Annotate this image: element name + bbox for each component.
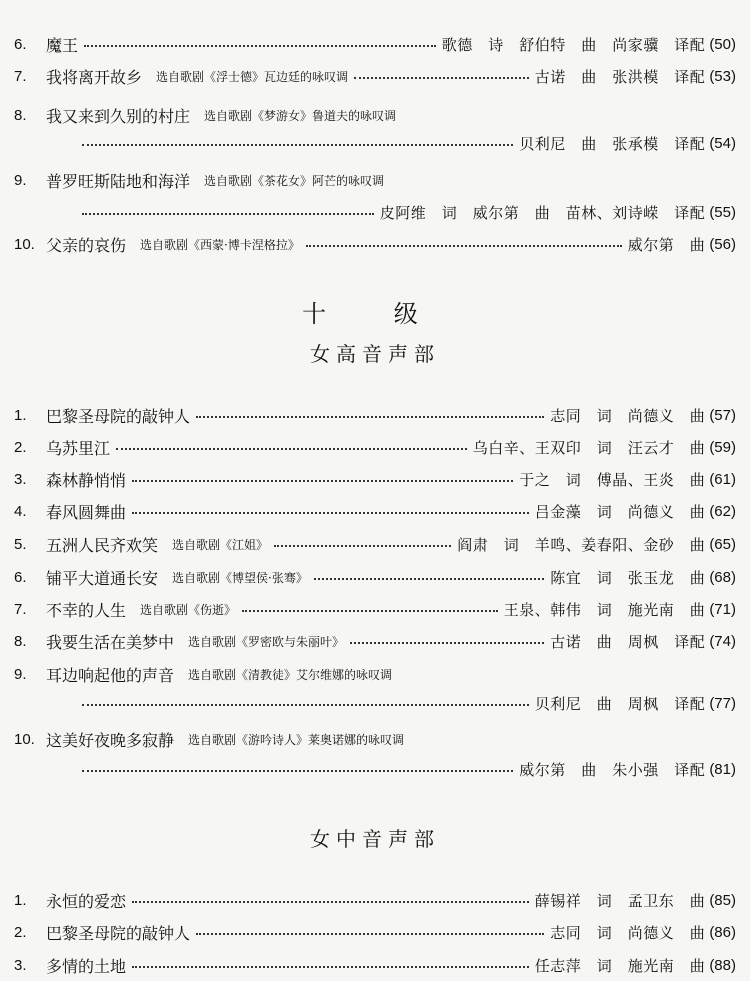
entry-number: 7. [14, 600, 27, 618]
entry-number: 3. [14, 956, 27, 974]
dot-leader [132, 901, 529, 903]
toc-entry-continuation [76, 131, 736, 155]
entry-number: 1. [14, 891, 27, 909]
entry-credit: 吕金藻 词 尚德义 曲 [534, 502, 706, 521]
entry-credit: 陈宜 词 张玉龙 曲 [550, 568, 706, 587]
entry-title: 父亲的哀伤 [46, 235, 127, 255]
entry-credit: 皮阿维 词 威尔第 曲 苗林、刘诗嵘 译配 [379, 203, 706, 222]
entry-page: (86) [709, 923, 736, 941]
entry-page: (61) [709, 470, 736, 488]
toc-entry[interactable] [0, 662, 750, 686]
toc-entry[interactable] [0, 888, 750, 912]
toc-entry-continuation [76, 200, 736, 224]
entry-number: 2. [14, 438, 27, 456]
toc-entry[interactable] [0, 532, 750, 556]
toc-entry[interactable] [0, 232, 750, 256]
level-heading: 十 级 [302, 300, 448, 328]
entry-title: 多情的土地 [46, 956, 127, 976]
section-heading-mezzo: 女中音声部 [310, 827, 440, 851]
entry-page: (81) [709, 760, 736, 778]
entry-note: 选自歌剧《伤逝》 [140, 602, 237, 617]
dot-leader [132, 480, 513, 482]
entry-credit: 威尔第 曲 朱小强 译配 [519, 760, 706, 779]
entry-title: 春风圆舞曲 [46, 502, 127, 522]
entry-title: 巴黎圣母院的敲钟人 [46, 406, 191, 426]
entry-credit: 贝利尼 曲 周枫 译配 [534, 694, 706, 713]
dot-leader [306, 245, 622, 247]
entry-title: 五洲人民齐欢笑 [46, 535, 159, 555]
toc-entry[interactable] [0, 103, 750, 127]
toc-entry[interactable] [0, 168, 750, 192]
entry-note: 选自歌剧《江姐》 [172, 537, 269, 552]
dot-leader [116, 448, 467, 450]
entry-page: (50) [709, 35, 736, 53]
entry-credit: 志同 词 尚德义 曲 [550, 406, 706, 425]
entry-title: 铺平大道通长安 [46, 568, 159, 588]
dot-leader [196, 416, 544, 418]
entry-page: (85) [709, 891, 736, 909]
toc-entry[interactable] [0, 727, 750, 751]
dot-leader [314, 578, 544, 580]
entry-page: (56) [709, 235, 736, 253]
dot-leader [242, 610, 498, 612]
entry-credit: 任志萍 词 施光南 曲 [534, 956, 706, 975]
entry-number: 7. [14, 67, 27, 85]
entry-note: 选自歌剧《清教徒》艾尔维娜的咏叹调 [188, 667, 393, 682]
entry-page: (88) [709, 956, 736, 974]
toc-entry[interactable] [0, 920, 750, 944]
entry-number: 3. [14, 470, 27, 488]
entry-credit: 古诺 曲 张洪模 译配 [534, 67, 706, 86]
entry-number: 2. [14, 923, 27, 941]
entry-title: 耳边响起他的声音 [46, 665, 175, 685]
toc-entry[interactable] [0, 597, 750, 621]
toc-entry[interactable] [0, 32, 750, 56]
entry-page: (53) [709, 67, 736, 85]
entry-page: (68) [709, 568, 736, 586]
entry-number: 4. [14, 502, 27, 520]
dot-leader [82, 704, 529, 706]
entry-credit: 于之 词 傅晶、王炎 曲 [519, 470, 706, 489]
entry-title: 永恒的爱恋 [46, 891, 127, 911]
entry-title: 我又来到久别的村庄 [46, 106, 191, 126]
entry-page: (62) [709, 502, 736, 520]
entry-title: 森林静悄悄 [46, 470, 127, 490]
entry-page: (71) [709, 600, 736, 618]
entry-title: 不幸的人生 [46, 600, 127, 620]
entry-note: 选自歌剧《茶花女》阿芒的咏叹调 [204, 173, 385, 188]
entry-number: 5. [14, 535, 27, 553]
entry-page: (55) [709, 203, 736, 221]
dot-leader [84, 45, 436, 47]
entry-title: 巴黎圣母院的敲钟人 [46, 923, 191, 943]
entry-number: 10. [14, 235, 35, 253]
entry-note: 选自歌剧《西蒙·博卡涅格拉》 [140, 237, 300, 252]
dot-leader [274, 545, 451, 547]
entry-title: 这美好夜晚多寂静 [46, 730, 175, 750]
entry-number: 9. [14, 171, 27, 189]
toc-entry[interactable] [0, 403, 750, 427]
entry-title: 我要生活在美梦中 [46, 632, 175, 652]
entry-note: 选自歌剧《浮士德》瓦边廷的咏叹调 [156, 69, 349, 84]
dot-leader [132, 512, 529, 514]
entry-page: (65) [709, 535, 736, 553]
dot-leader [82, 213, 374, 215]
dot-leader [196, 933, 544, 935]
toc-entry-continuation [76, 757, 736, 781]
entry-credit: 王泉、韩伟 词 施光南 曲 [503, 600, 706, 619]
entry-title: 乌苏里江 [46, 438, 111, 458]
entry-number: 6. [14, 35, 27, 53]
entry-page: (77) [709, 694, 736, 712]
toc-entry[interactable] [0, 953, 750, 977]
entry-page: (54) [709, 134, 736, 152]
dot-leader [350, 642, 544, 644]
entry-note: 选自歌剧《梦游女》鲁道夫的咏叹调 [204, 108, 397, 123]
toc-entry[interactable] [0, 565, 750, 589]
entry-number: 8. [14, 106, 27, 124]
entry-credit: 薛锡祥 词 孟卫东 曲 [534, 891, 706, 910]
dot-leader [132, 966, 529, 968]
entry-number: 9. [14, 665, 27, 683]
entry-note: 选自歌剧《罗密欧与朱丽叶》 [188, 634, 345, 649]
entry-number: 6. [14, 568, 27, 586]
entry-page: (59) [709, 438, 736, 456]
toc-entry[interactable] [0, 435, 750, 459]
toc-entry[interactable] [0, 629, 750, 653]
dot-leader [82, 770, 513, 772]
entry-credit: 歌德 诗 舒伯特 曲 尚家骥 译配 [441, 35, 706, 54]
entry-title: 我将离开故乡 [46, 67, 143, 87]
toc-entry[interactable] [0, 64, 750, 88]
entry-page: (57) [709, 406, 736, 424]
entry-note: 选自歌剧《博望侯·张骞》 [172, 570, 308, 585]
entry-number: 10. [14, 730, 35, 748]
entry-number: 8. [14, 632, 27, 650]
dot-leader [82, 144, 513, 146]
entry-credit: 威尔第 曲 [627, 235, 706, 254]
entry-number: 1. [14, 406, 27, 424]
entry-credit: 乌白辛、王双印 词 汪云才 曲 [472, 438, 706, 457]
toc-entry-continuation [76, 691, 736, 715]
entry-credit: 阎肃 词 羊鸣、姜春阳、金砂 曲 [457, 535, 706, 554]
entry-credit: 志同 词 尚德义 曲 [550, 923, 706, 942]
entry-note: 选自歌剧《游吟诗人》莱奥诺娜的咏叹调 [188, 732, 405, 747]
toc-entry[interactable] [0, 467, 750, 491]
entry-credit: 古诺 曲 周枫 译配 [550, 632, 706, 651]
dot-leader [354, 77, 529, 79]
entry-page: (74) [709, 632, 736, 650]
entry-title: 魔王 [46, 35, 79, 55]
toc-entry[interactable] [0, 499, 750, 523]
entry-title: 普罗旺斯陆地和海洋 [46, 171, 191, 191]
entry-credit: 贝利尼 曲 张承模 译配 [519, 134, 706, 153]
section-heading-soprano: 女高音声部 [310, 342, 440, 366]
